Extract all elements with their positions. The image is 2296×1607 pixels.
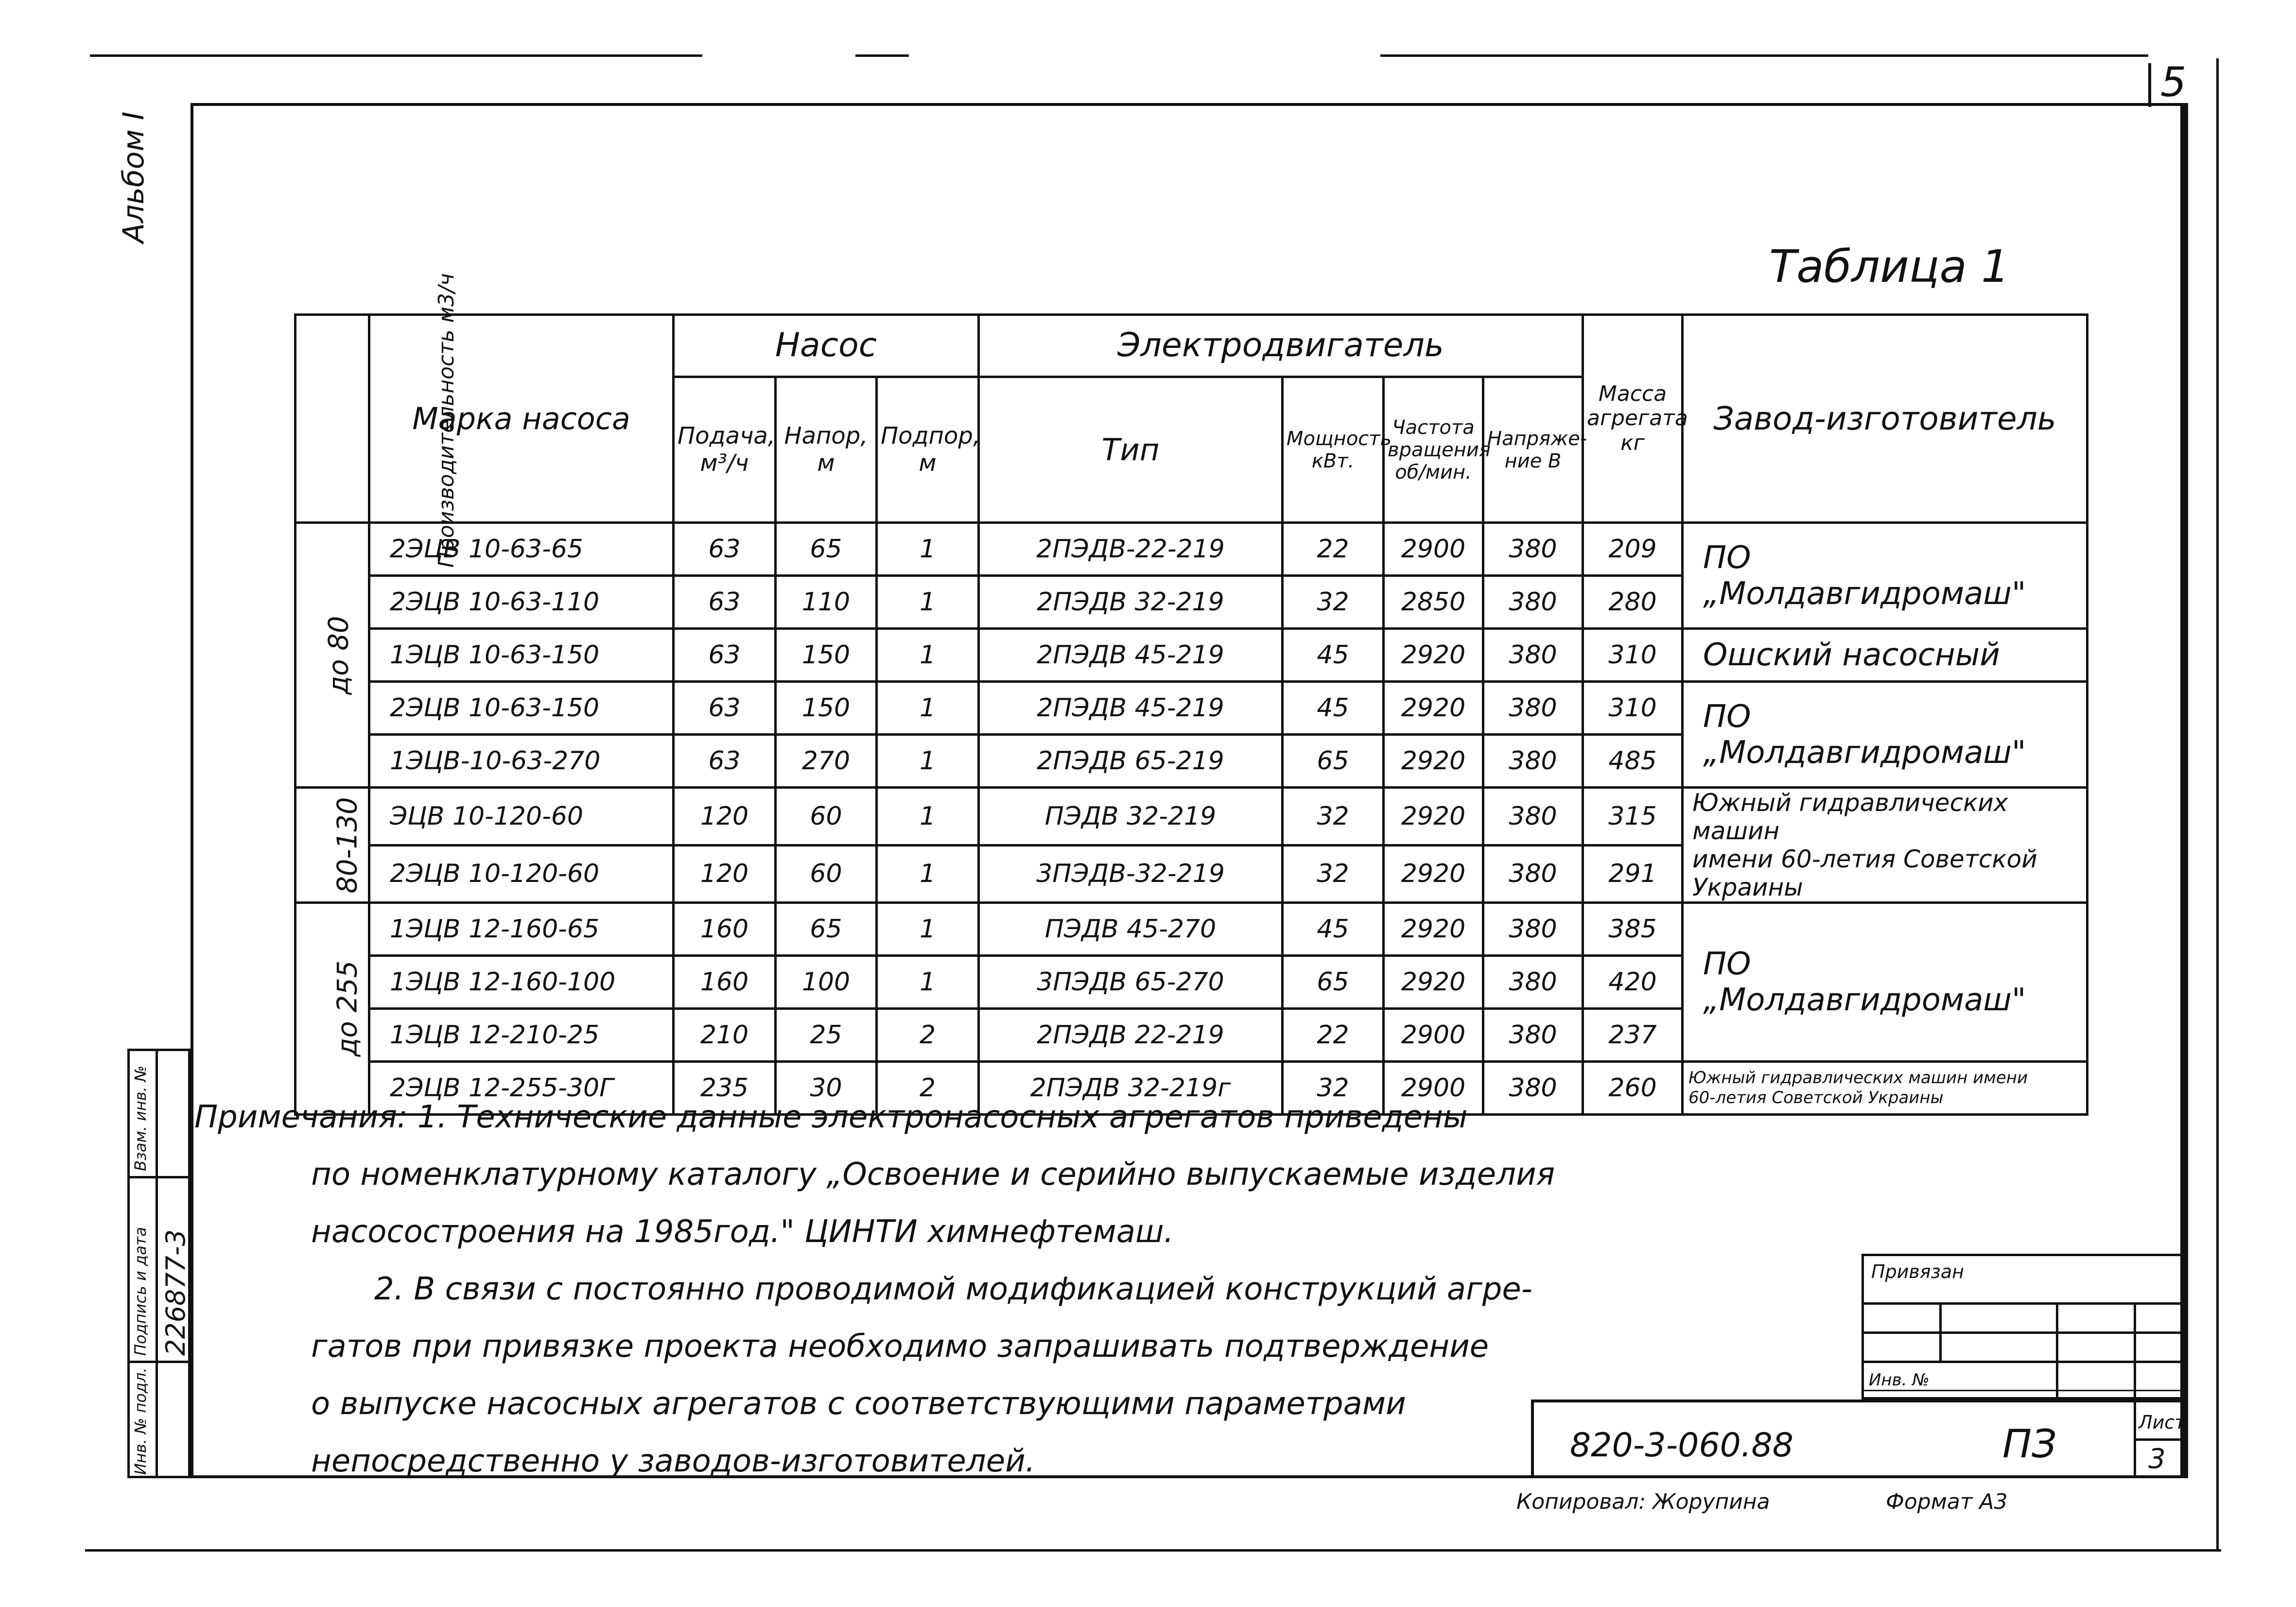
manufacturer-cell: Ошский насосный [1683, 629, 2087, 682]
header-feed: Подача, м³/ч [674, 377, 776, 523]
strip-divider [156, 1049, 158, 1478]
table-row: 1ЭЦВ 12-210-25 210 25 2 2ПЭДВ 22-219 22 2900 380 237 [296, 1009, 2087, 1062]
table-row: до 80 2ЭЦВ 10-63-65 63 65 1 2ПЭДВ-22-219 22 2900 380 209 ПО „Молдавгидромаш" [296, 523, 2087, 576]
sheet-number: 5 [2160, 58, 2187, 106]
privyazan-col [1939, 1302, 1942, 1361]
note-line: 2. В связи с постоянно проводимой модификацией конструкций агре- [374, 1271, 1532, 1307]
bottom-border-line [85, 1549, 2221, 1552]
strip-podpis: Подпись и дата [131, 1227, 150, 1356]
note-line: насосостроения на 1985год." ЦИНТИ химнефтемаш. [311, 1214, 1174, 1250]
header-motor: Электродвигатель [979, 315, 1583, 377]
note-line: непосредственно у заводов-изготовителей. [311, 1443, 1035, 1479]
header-power: Мощность кВт. [1283, 377, 1384, 523]
top-border-line-2 [855, 54, 909, 57]
group-label: до 80 [296, 523, 369, 788]
table-row: 2ЭЦВ 10-63-110 63 110 1 2ПЭДВ 32-219 32 2850 380 280 [296, 576, 2087, 629]
inv-label: Инв. № [1869, 1370, 1930, 1390]
list-divider [2134, 1438, 2183, 1441]
header-mass: Масса агрегата кг [1583, 315, 1683, 523]
manufacturer-cell: имени 60-летия Советской Украины [1683, 845, 2087, 903]
header-type: Тип [979, 377, 1283, 523]
table-title: Таблица 1 [1769, 241, 2010, 293]
table-row: 2ЭЦВ 12-255-30Г 235 30 2 2ПЭДВ 32-219г 32 2900 380 260 Южный гидравлических машин имени 60-летия Советской Украины [296, 1062, 2087, 1115]
note-line: о выпуске насосных агрегатов с соответствующими параметрами [311, 1386, 1406, 1422]
right-outer-line [2216, 58, 2219, 1550]
note-line: по номенклатурному каталогу „Освоение и серийно выпускаемые изделия [311, 1157, 1555, 1192]
top-border-line [90, 54, 702, 57]
note-line: гатов при привязке проекта необходимо запрашивать подтверждение [311, 1329, 1489, 1365]
album-label: Альбом I [117, 111, 151, 243]
header-head: Напор, м [776, 377, 877, 523]
header-pump-model: Марка насоса [369, 315, 674, 523]
table-row: 80-130 ЭЦВ 10-120-60 120 60 1 ПЭДВ 32-219 32 2920 380 315 Южный гидравлических машин [296, 788, 2087, 846]
document-type: ПЗ [2002, 1421, 2057, 1467]
header-backwater: Подпор, м [877, 377, 979, 523]
strip-number: 226877-3 [160, 1229, 191, 1356]
table-row: 1ЭЦВ 12-160-100 160 100 1 3ПЭДВ 65-270 65 2920 380 420 [296, 956, 2087, 1009]
table-row: до 255 1ЭЦВ 12-160-65 160 65 1 ПЭДВ 45-270 45 2920 380 385 ПО „Молдавгидромаш" [296, 903, 2087, 956]
table-row: 1ЭЦВ-10-63-270 63 270 1 2ПЭДВ 65-219 65 2920 380 485 [296, 735, 2087, 788]
strip-divider [127, 1361, 191, 1363]
list-number: 3 [2148, 1443, 2166, 1475]
manufacturer-cell: Южный гидравлических машин имени 60-летия Советской Украины [1683, 1062, 2087, 1115]
header-productivity: Производительность м3/ч [296, 315, 369, 523]
manufacturer-cell: Южный гидравлических машин [1683, 788, 2087, 846]
list-label: Лист [2139, 1412, 2186, 1433]
manufacturer-cell: ПО „Молдавгидромаш" [1683, 523, 2087, 629]
header-pump: Насос [674, 315, 979, 377]
table-row: 2ЭЦВ 10-63-150 63 150 1 2ПЭДВ 45-219 45 2920 380 310 ПО „Молдавгидромаш" [296, 682, 2087, 735]
notes-block [194, 1089, 1555, 1490]
header-speed: Частота вращения об/мин. [1384, 377, 1483, 523]
header-manufacturer: Завод-изготовитель [1683, 315, 2087, 523]
strip-vzam: Взам. инв. № [131, 1065, 150, 1171]
manufacturer-cell: ПО „Молдавгидромаш" [1683, 682, 2087, 788]
privyazan-col [2056, 1302, 2058, 1400]
copied-by: Копировал: Жорупина [1516, 1489, 1770, 1514]
document-code: 820-3-060.88 [1570, 1426, 1794, 1465]
header-voltage: Напряже-ние В [1483, 377, 1583, 523]
table-row: 1ЭЦВ 10-63-150 63 150 1 2ПЭДВ 45-219 45 2920 380 310 Ошский насосный [296, 629, 2087, 682]
note-line: Примечания: 1. Технические данные электронасосных агрегатов приведены [194, 1099, 1468, 1135]
privyazan-label: Привязан [1871, 1261, 1964, 1282]
privyazan-col [2134, 1302, 2136, 1400]
strip-divider [127, 1176, 191, 1178]
top-border-line-3 [1380, 54, 2148, 57]
format-label: Формат А3 [1886, 1489, 2008, 1514]
group-label: до 255 [296, 903, 369, 1115]
table-row: 2ЭЦВ 10-120-60 120 60 1 3ПЭДВ-32-219 32 2920 380 291 имени 60-летия Советской Украины [296, 845, 2087, 903]
group-label: 80-130 [296, 788, 369, 903]
pump-table [294, 273, 2088, 1116]
manufacturer-cell: ПО „Молдавгидромаш" [1683, 903, 2087, 1062]
strip-inv-podl: Инв. № подл. [131, 1367, 150, 1475]
